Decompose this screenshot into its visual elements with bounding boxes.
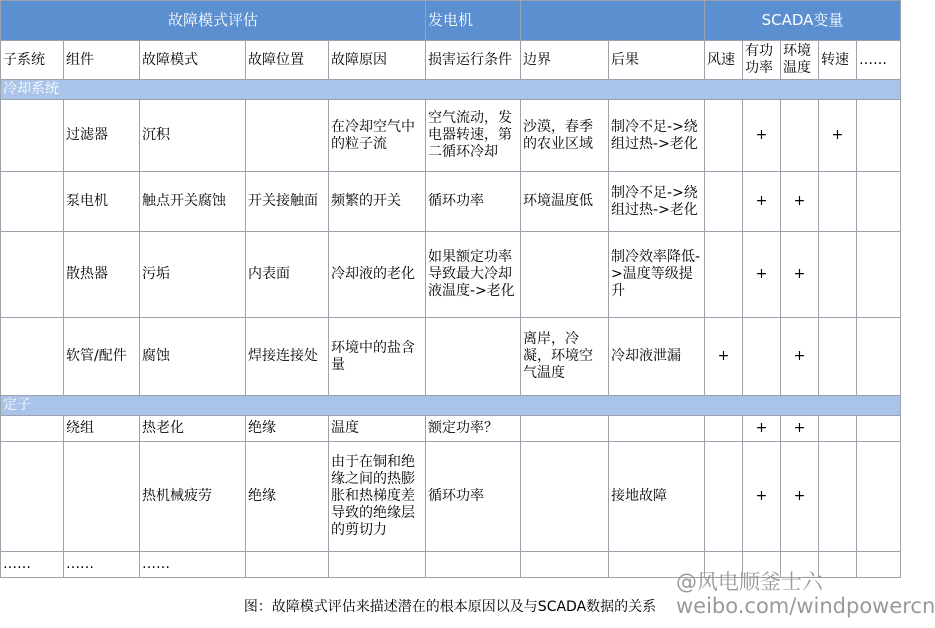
- cell: 温度: [329, 416, 426, 442]
- cell: [819, 172, 857, 232]
- cell: [705, 416, 743, 442]
- section-title: 冷却系统: [1, 80, 901, 100]
- cell: 绝缘: [246, 442, 329, 552]
- table-row: [1, 232, 901, 318]
- cell: 空气流动，发电器转速，第二循环冷却: [426, 100, 521, 172]
- cell: 泵电机: [64, 172, 140, 232]
- cell: [819, 442, 857, 552]
- group-header-row: [1, 1, 901, 41]
- table-row: [1, 416, 901, 442]
- cell: +: [781, 416, 819, 442]
- cell: 沙漠，春季的农业区域: [521, 100, 609, 172]
- cell: 如果额定功率导致最大冷却液温度->老化: [426, 232, 521, 318]
- cell: [705, 100, 743, 172]
- cell: [819, 318, 857, 396]
- cell: 绕组: [64, 416, 140, 442]
- cell: [609, 416, 705, 442]
- cell: [1, 172, 64, 232]
- cell: +: [743, 416, 781, 442]
- cell: 频繁的开关: [329, 172, 426, 232]
- cell: +: [781, 442, 819, 552]
- section-row-stator: [1, 396, 901, 416]
- table-row: [1, 318, 901, 396]
- cell: 制冷不足->绕组过热->老化: [609, 100, 705, 172]
- group-header-fmea: 故障模式评估: [1, 1, 426, 41]
- weibo-url-watermark: weibo.com/windpowercn: [676, 594, 935, 618]
- cell: [521, 552, 609, 578]
- col-header-component: 组件: [64, 41, 140, 80]
- group-header-scada: SCADA变量: [705, 1, 901, 41]
- col-header-failure-mode: 故障模式: [140, 41, 246, 80]
- cell: [857, 416, 901, 442]
- cell: +: [781, 318, 819, 396]
- cell: 触点开关腐蚀: [140, 172, 246, 232]
- cell: 接地故障: [609, 442, 705, 552]
- col-header-consequence: 后果: [609, 41, 705, 80]
- cell: [781, 100, 819, 172]
- cell: 过滤器: [64, 100, 140, 172]
- cell: [246, 552, 329, 578]
- cell: [246, 100, 329, 172]
- cell: [426, 318, 521, 396]
- table-row: [1, 442, 901, 552]
- cell: 冷却液的老化: [329, 232, 426, 318]
- figure-caption: 图：故障模式评估来描述潜在的根本原因以及与SCADA数据的关系: [243, 599, 657, 615]
- cell: [819, 552, 857, 578]
- cell: 沉积: [140, 100, 246, 172]
- cell: [1, 318, 64, 396]
- cell: 软管/配件: [64, 318, 140, 396]
- cell: [521, 232, 609, 318]
- cell: [1, 416, 64, 442]
- cell: [743, 318, 781, 396]
- cell: [1, 232, 64, 318]
- cell: +: [743, 232, 781, 318]
- cell: 焊接连接处: [246, 318, 329, 396]
- weibo-watermark: @风电顺釜士六: [676, 570, 823, 594]
- cell: [819, 232, 857, 318]
- cell: [857, 318, 901, 396]
- cell: 制冷效率降低->温度等级提升: [609, 232, 705, 318]
- col-header-more: ……: [857, 41, 901, 80]
- cell: [857, 442, 901, 552]
- cell: [426, 552, 521, 578]
- col-header-wind-speed: 风速: [705, 41, 743, 80]
- cell: +: [819, 100, 857, 172]
- cell: 循环功率: [426, 172, 521, 232]
- cell: +: [743, 172, 781, 232]
- group-header-generator: 发电机: [426, 1, 521, 41]
- cell: 制冷不足->绕组过热->老化: [609, 172, 705, 232]
- cell: 额定功率？: [426, 416, 521, 442]
- cell: [857, 232, 901, 318]
- table-row: [1, 172, 901, 232]
- cell: [705, 442, 743, 552]
- group-header-blank: [521, 1, 705, 41]
- cell: 绝缘: [246, 416, 329, 442]
- cell: 环境温度低: [521, 172, 609, 232]
- cell: 冷却液泄漏: [609, 318, 705, 396]
- cell: [521, 442, 609, 552]
- cell: +: [743, 442, 781, 552]
- column-header-row: [1, 41, 901, 80]
- cell: 内表面: [246, 232, 329, 318]
- cell: 腐蚀: [140, 318, 246, 396]
- cell: 循环功率: [426, 442, 521, 552]
- col-header-failure-cause: 故障原因: [329, 41, 426, 80]
- cell: 由于在铜和绝缘之间的热膨胀和热梯度差导致的绝缘层的剪切力: [329, 442, 426, 552]
- cell: [705, 172, 743, 232]
- col-header-boundary: 边界: [521, 41, 609, 80]
- cell: [705, 232, 743, 318]
- col-header-damaging-condition: 损害运行条件: [426, 41, 521, 80]
- cell: 热老化: [140, 416, 246, 442]
- cell: [64, 442, 140, 552]
- cell: ……: [1, 552, 64, 578]
- cell: 在冷却空气中的粒子流: [329, 100, 426, 172]
- cell: [857, 100, 901, 172]
- table-row: [1, 100, 901, 172]
- col-header-ambient-temp: 环境温度: [781, 41, 819, 80]
- cell: [1, 442, 64, 552]
- cell: 环境中的盐含量: [329, 318, 426, 396]
- cell: 离岸，冷凝，环境空气温度: [521, 318, 609, 396]
- col-header-rotor-speed: 转速: [819, 41, 857, 80]
- col-header-failure-location: 故障位置: [246, 41, 329, 80]
- cell: +: [743, 100, 781, 172]
- cell: +: [705, 318, 743, 396]
- section-title: 定子: [1, 396, 901, 416]
- cell: [1, 100, 64, 172]
- cell: [857, 172, 901, 232]
- cell: 散热器: [64, 232, 140, 318]
- cell: [857, 552, 901, 578]
- cell: ……: [140, 552, 246, 578]
- cell: +: [781, 232, 819, 318]
- cell: [819, 416, 857, 442]
- section-row-cooling: [1, 80, 901, 100]
- cell: [329, 552, 426, 578]
- cell: 开关接触面: [246, 172, 329, 232]
- cell: 热机械疲劳: [140, 442, 246, 552]
- col-header-subsystem: 子系统: [1, 41, 64, 80]
- cell: 污垢: [140, 232, 246, 318]
- cell: [521, 416, 609, 442]
- col-header-active-power: 有功功率: [743, 41, 781, 80]
- cell: +: [781, 172, 819, 232]
- cell: ……: [64, 552, 140, 578]
